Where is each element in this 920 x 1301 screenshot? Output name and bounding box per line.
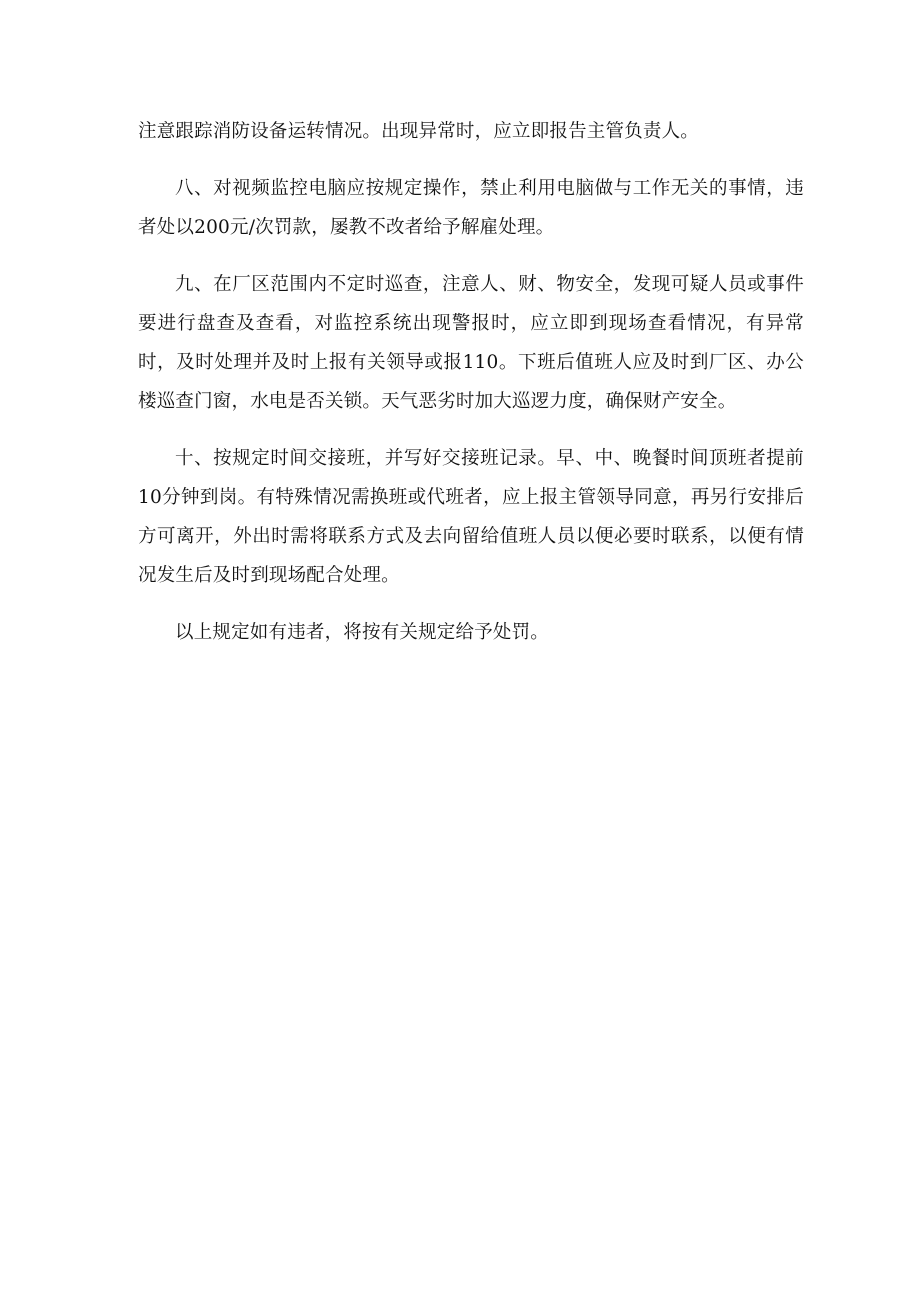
document-page [138,112,804,670]
paragraph-rule-10: 十、按规定时间交接班，并写好交接班记录。早、中、晚餐时间顶班者提前10分钟到岗。有特殊情况需换班或代班者，应上报主管领导同意，再另行安排后方可离开，外出时需将联系方式及去向留给值班人员以便必要时联系，以便有情况发生后及时到现场配合处理。 [138,448,804,586]
paragraph-rule-8: 八、对视频监控电脑应按规定操作，禁止利用电脑做与工作无关的事情，违者处以200元/次罚款，屡教不改者给予解雇处理。 [138,178,804,238]
paragraph-closing: 以上规定如有违者，将按有关规定给予处罚。 [175,622,550,643]
paragraph-continuation: 注意跟踪消防设备运转情况。出现异常时，应立即报告主管负责人。 [138,121,700,142]
paragraph-rule-9: 九、在厂区范围内不定时巡查，注意人、财、物安全，发现可疑人员或事件要进行盘查及查看，对监控系统出现警报时，应立即到现场查看情况，有异常时，及时处理并及时上报有关领导或报110。下班后值班人应及时到厂区、办公楼巡查门窗，水电是否关锁。天气恶劣时加大巡逻力度，确保财产安全。 [138,274,804,412]
